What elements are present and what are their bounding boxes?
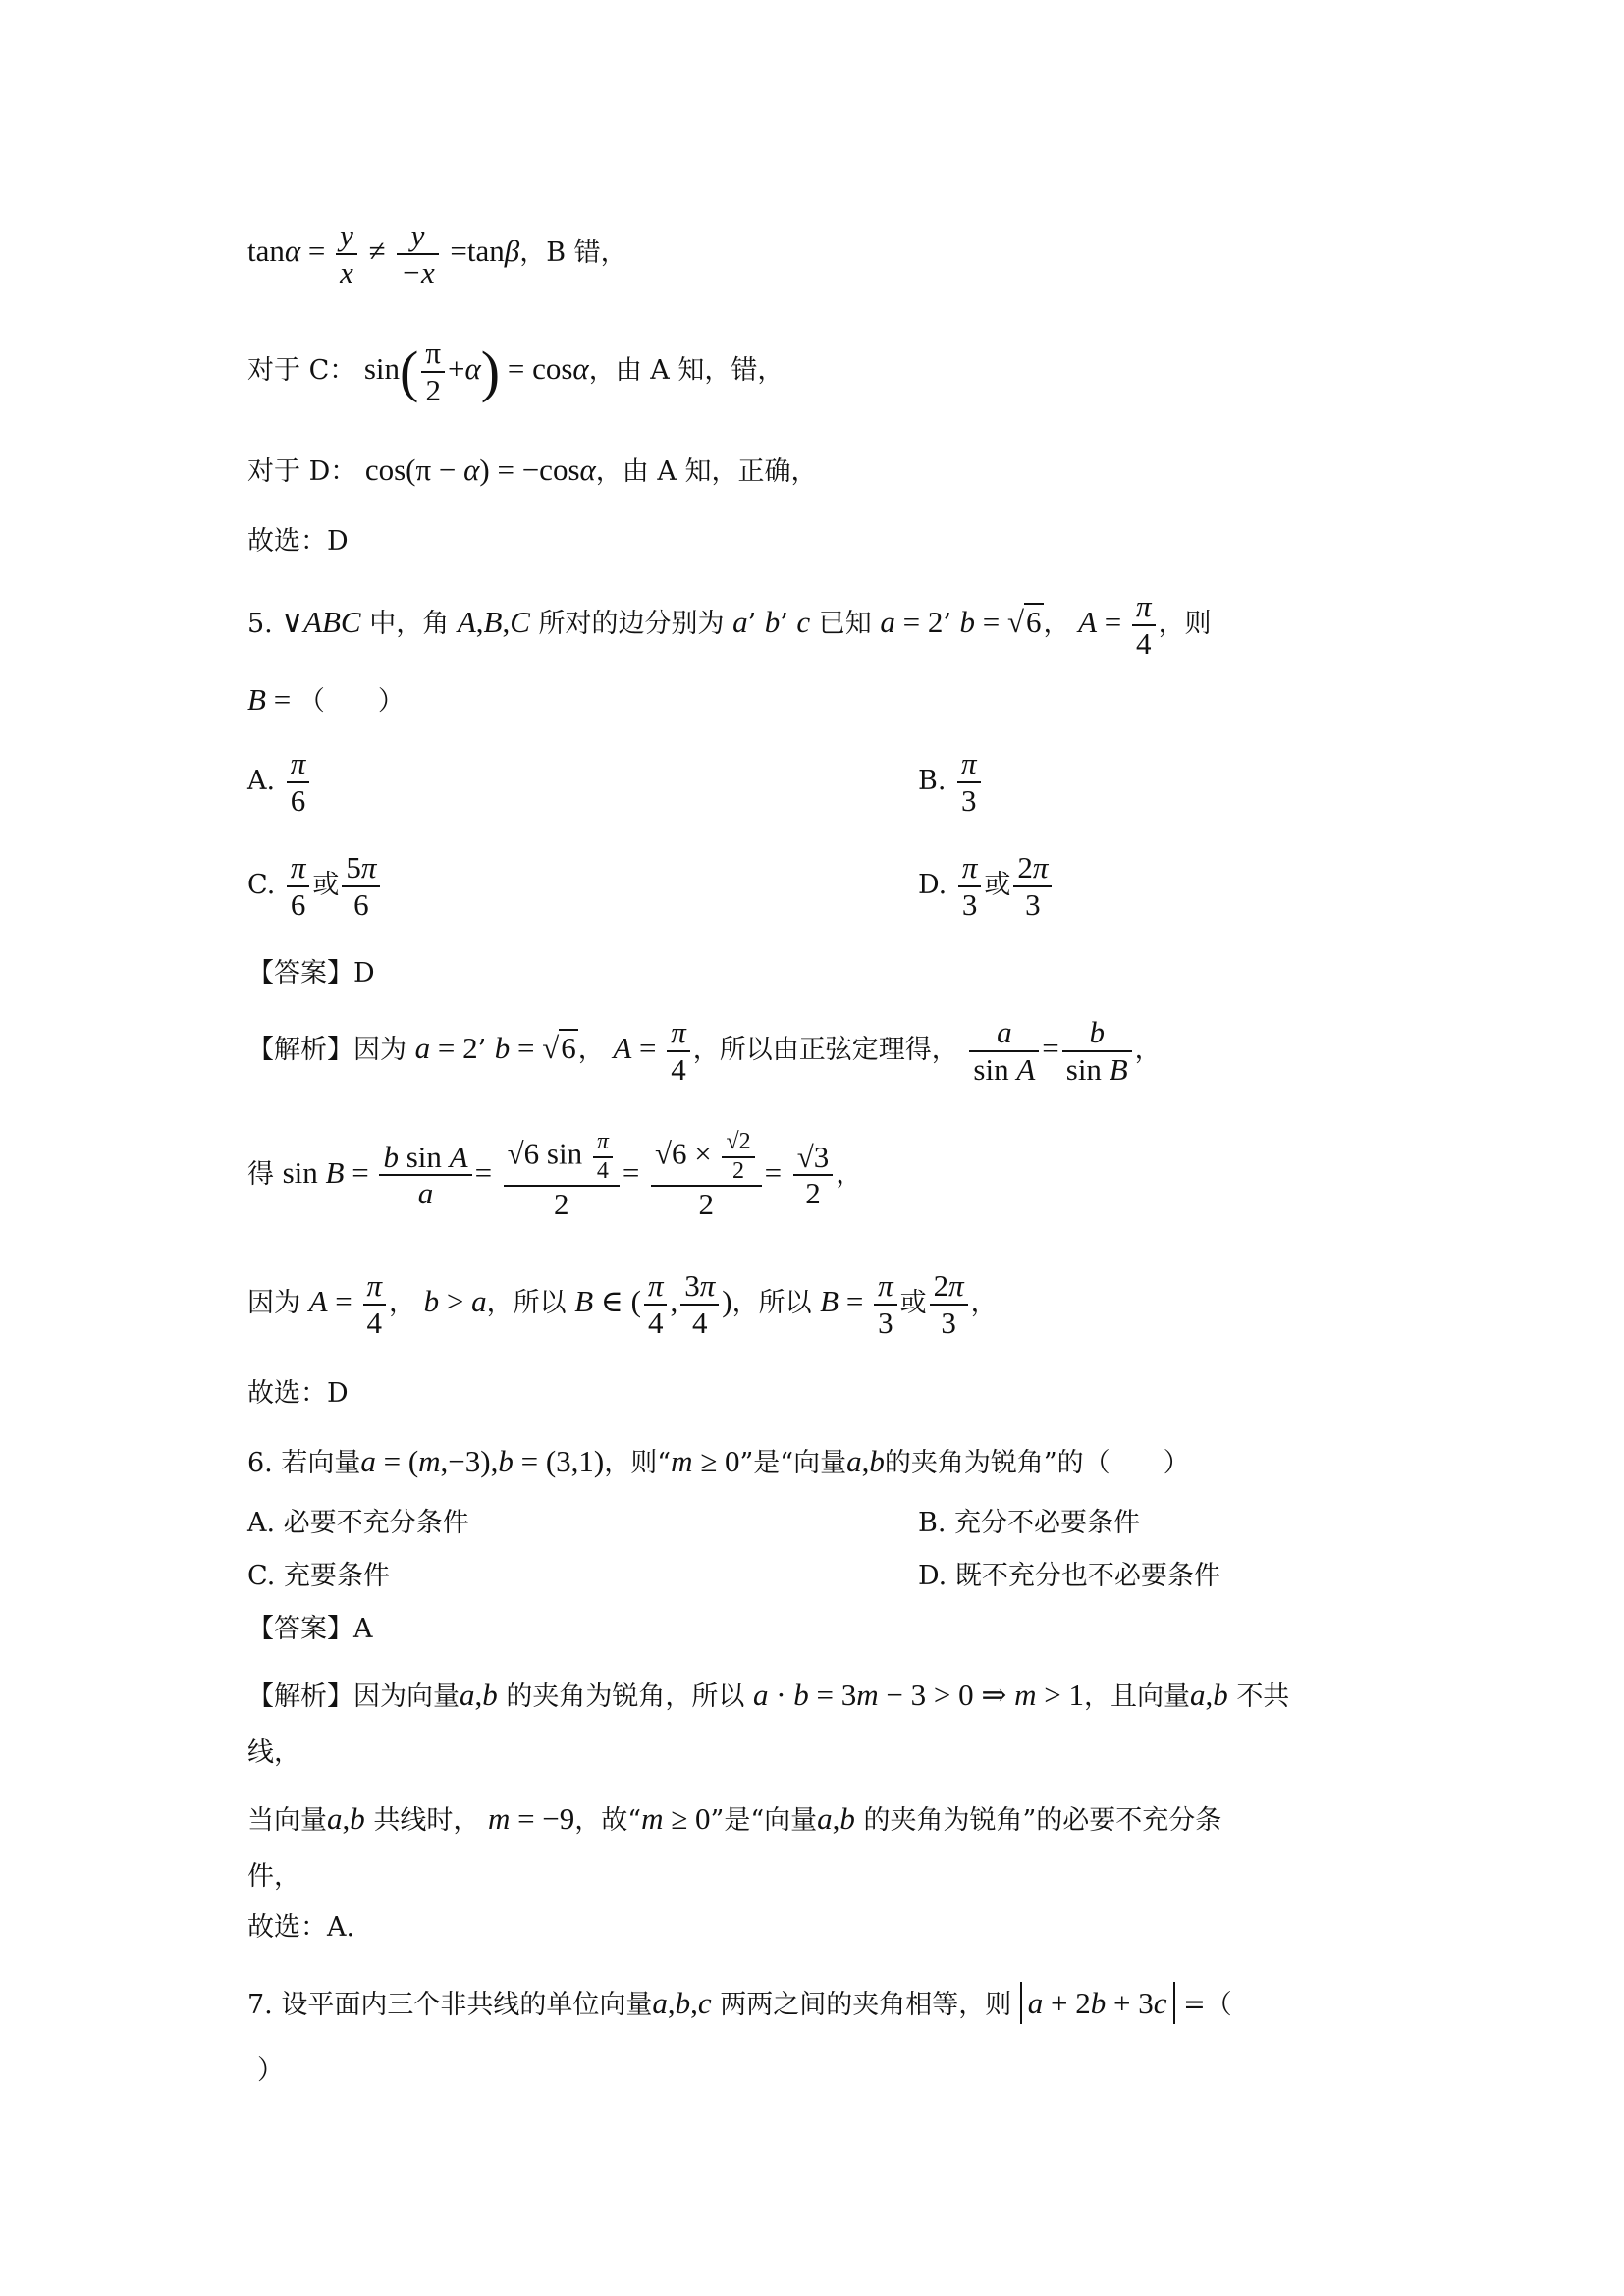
q5-stem: 5. ∨ABC 中，角 A,B,C 所对的边分别为 a’ b’ c 已知 a = 2’ b = √6， A = $\frac{\pi}{4}$ ，则 (247, 589, 1212, 661)
q5-option-a: A. $\frac{\pi}{6}$ (247, 746, 312, 818)
q6-option-b: B. 充分不必要条件 (918, 1508, 1141, 1538)
fraction: $\frac{√3}{2}$ (793, 1140, 834, 1211)
q6-solution-3: 当向量a,b 共线时， m = −9，故“m ≥ 0”是“向量a,b 的夹角为锐角”的必要不充分条 (247, 1801, 1222, 1836)
prev-choice: 故选：D (247, 526, 349, 557)
fraction: $\frac{2\pi}{3}$ (930, 1268, 968, 1340)
fraction: $\frac{\pi}{4}$ (667, 1015, 690, 1087)
q6-solution-1: 【解析】因为向量a,b 的夹角为锐角，所以 a · b = 3m − 3 > 0 ⇒ m > 1，且向量a,b 不共 (247, 1678, 1290, 1712)
q5-solution-1: 【解析】因为 a = 2’ b = √6， A = $\frac{\pi}{4}$ ，所以由正弦定理得， $\frac{a}{\text{sin A}}$ = $\frac{b}{\text{sin B}}$ ， (247, 1015, 1162, 1087)
q5-stem-b: B = （ ） (247, 682, 405, 717)
q6-solution-2: 线， (247, 1737, 300, 1768)
fraction: $\frac{\pi}{2}$ (421, 336, 445, 407)
fraction: √6 sin $\frac{\pi}{4}$ 2 (504, 1129, 620, 1222)
fraction: $\frac{3\pi}{4}$ (680, 1268, 719, 1340)
fraction: $\frac{\pi}{4}$ (1132, 589, 1156, 661)
q5-choice: 故选：D (247, 1378, 349, 1409)
prev-b-line: tanα = $\frac{y}{x}$ ≠ $\frac{y}{-x}$ =tanβ，B 错， (247, 218, 627, 290)
q6-option-d: D. 既不充分也不必要条件 (918, 1561, 1220, 1591)
q7-close: ） (257, 2056, 284, 2086)
q5-option-b: B. $\frac{\pi}{3}$ (918, 746, 984, 818)
q5-answer: 【答案】D (247, 958, 375, 988)
q5-solution-3: 因为 A = $\frac{\pi}{4}$ ， b > a，所以 B ∈ ( $\frac{\pi}{4}$ , $\frac{3\pi}{4}$ )，所以 B = $\frac{\pi}{3}$ 或 $\frac{2\pi}{3}$ ， (247, 1268, 998, 1340)
q6-stem: 6. 若向量a = (m,−3),b = (3,1)，则“m ≥ 0”是“向量a,b的夹角为锐角”的（ ） (247, 1444, 1190, 1478)
q6-answer: 【答案】A (247, 1614, 373, 1644)
q6-option-c: C. 充要条件 (247, 1561, 390, 1591)
q6-choice: 故选：A. (247, 1912, 355, 1943)
q7-stem: 7. 设平面内三个非共线的单位向量a,b,c 两两之间的夹角相等，则 a + 2b + 3c =（ (247, 1985, 1232, 2021)
fraction: $\frac{\pi}{3}$ (958, 850, 982, 922)
fraction: $\frac{b}{\text{sin B}}$ (1062, 1015, 1132, 1087)
q5-option-d: D. $\frac{\pi}{3}$ 或 $\frac{2\pi}{3}$ (918, 850, 1055, 922)
fraction: $\frac{\pi}{6}$ (287, 850, 310, 922)
fraction: $\frac{y}{-x}$ (397, 218, 439, 290)
fraction: √6 × $\frac{√2}{2}$ 2 (651, 1129, 762, 1222)
fraction: $\frac{y}{x}$ (336, 218, 357, 290)
fraction: $\frac{\text{b sin A}}{a}$ (379, 1140, 471, 1211)
fraction: $\frac{\pi}{6}$ (287, 746, 310, 818)
fraction: $\frac{2\pi}{3}$ (1013, 850, 1052, 922)
q6-option-a: A. 必要不充分条件 (247, 1508, 469, 1538)
fraction: $\frac{\pi}{3}$ (874, 1268, 897, 1340)
fraction: $\frac{\pi}{4}$ (363, 1268, 387, 1340)
prev-d-line: 对于 D： cos(π − α) = −cosα，由 A 知，正确， (247, 453, 818, 487)
fraction: $\frac{a}{\text{sin A}}$ (969, 1015, 1039, 1087)
fraction: $\frac{\pi}{3}$ (957, 746, 981, 818)
q5-solution-2: 得 sin B = $\frac{\text{b sin A}}{a}$ = √6 sin $\frac{\pi}{4}$ 2 = √6 × $\frac{√2}{2}$ 2 = $\frac{√3}{2}$ ， (247, 1129, 863, 1222)
fraction: $\frac{5\pi}{6}$ (342, 850, 380, 922)
q5-option-c: C. $\frac{\pi}{6}$ 或 $\frac{5\pi}{6}$ (247, 850, 383, 922)
q6-solution-4: 件， (247, 1861, 300, 1892)
prev-c-line: 对于 C： sin( $\frac{\pi}{2}$ +α) = cosα，由 A 知，错， (247, 336, 785, 407)
fraction: $\frac{\pi}{4}$ (644, 1268, 668, 1340)
